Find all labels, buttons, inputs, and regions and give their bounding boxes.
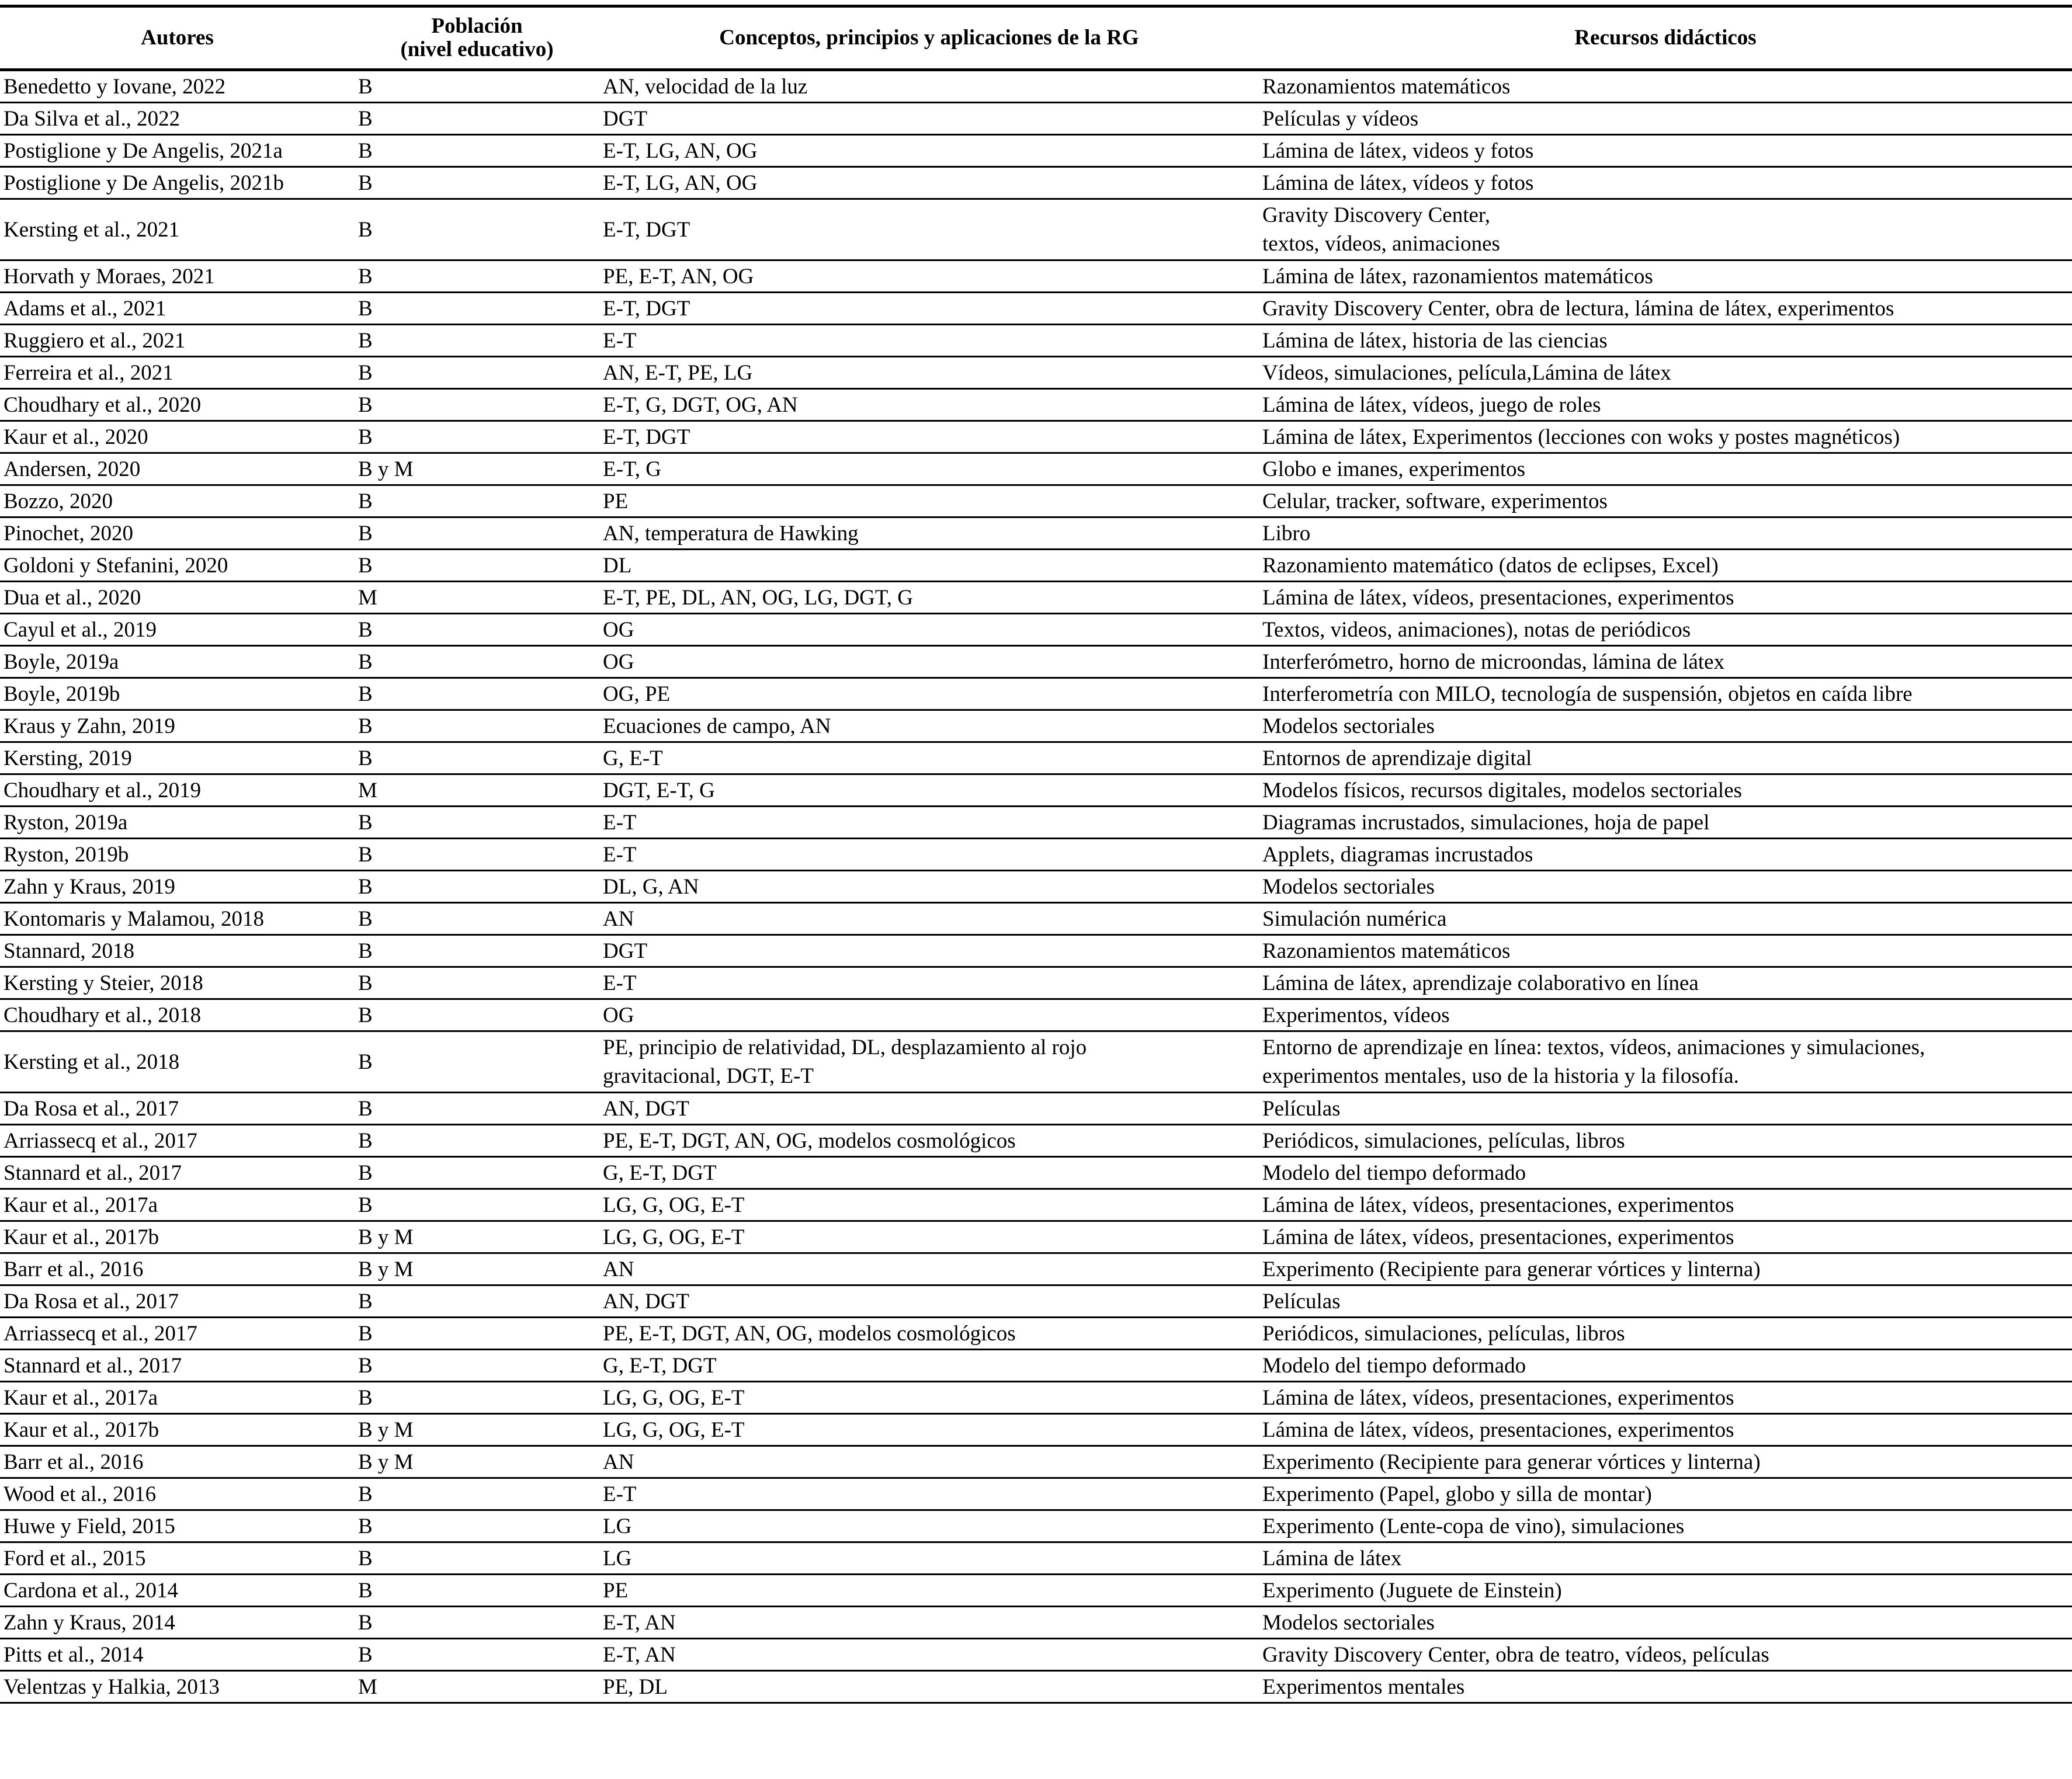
cell-poblacion: B <box>355 903 599 935</box>
cell-poblacion: B <box>355 517 599 550</box>
cell-autores: Pitts et al., 2014 <box>0 1639 355 1671</box>
cell-recursos: Experimento (Recipiente para generar vórtices y linterna) <box>1259 1253 2072 1285</box>
table-row <box>0 871 2072 903</box>
cell-poblacion: B <box>355 1607 599 1639</box>
table-row <box>0 903 2072 935</box>
cell-autores: Postiglione y De Angelis, 2021a <box>0 135 355 167</box>
table-row <box>0 485 2072 517</box>
cell-autores: Postiglione y De Angelis, 2021b <box>0 167 355 199</box>
cell-autores: Adams et al., 2021 <box>0 293 355 325</box>
header-conceptos: Conceptos, principios y aplicaciones de la RG <box>599 6 1259 70</box>
cell-autores: Ryston, 2019a <box>0 807 355 839</box>
cell-recursos: Simulación numérica <box>1259 903 2072 935</box>
cell-conceptos: E-T, PE, DL, AN, OG, LG, DGT, G <box>599 582 1259 614</box>
cell-autores: Ferreira et al., 2021 <box>0 357 355 389</box>
cell-conceptos: LG <box>599 1510 1259 1542</box>
cell-poblacion: B <box>355 1318 599 1350</box>
cell-poblacion: B <box>355 70 599 103</box>
table-row <box>0 967 2072 999</box>
cell-poblacion: M <box>355 1671 599 1703</box>
cell-recursos: Modelos sectoriales <box>1259 710 2072 742</box>
cell-recursos: Modelos sectoriales <box>1259 871 2072 903</box>
header-autores: Autores <box>0 6 355 70</box>
cell-autores: Zahn y Kraus, 2014 <box>0 1607 355 1639</box>
cell-conceptos: E-T <box>599 967 1259 999</box>
cell-recursos: Experimentos mentales <box>1259 1671 2072 1703</box>
cell-autores: Choudhary et al., 2019 <box>0 774 355 807</box>
cell-poblacion: B <box>355 485 599 517</box>
cell-recursos: Experimentos, vídeos <box>1259 999 2072 1031</box>
table-row <box>0 260 2072 293</box>
cell-autores: Goldoni y Stefanini, 2020 <box>0 550 355 582</box>
cell-recursos: Periódicos, simulaciones, películas, libros <box>1259 1318 2072 1350</box>
cell-poblacion: B <box>355 1157 599 1189</box>
cell-poblacion: B <box>355 935 599 967</box>
cell-recursos: Experimento (Lente-copa de vino), simulaciones <box>1259 1510 2072 1542</box>
cell-conceptos: E-T, DGT <box>599 421 1259 453</box>
cell-poblacion: B <box>355 614 599 646</box>
table-row <box>0 1350 2072 1382</box>
table-row <box>0 1382 2072 1414</box>
cell-poblacion: B <box>355 421 599 453</box>
cell-autores: Andersen, 2020 <box>0 453 355 485</box>
cell-poblacion: B <box>355 1350 599 1382</box>
cell-conceptos: DGT <box>599 935 1259 967</box>
cell-conceptos: E-T, LG, AN, OG <box>599 135 1259 167</box>
table-row <box>0 774 2072 807</box>
cell-recursos: Razonamientos matemáticos <box>1259 70 2072 103</box>
cell-autores: Wood et al., 2016 <box>0 1478 355 1510</box>
cell-recursos: Lámina de látex, vídeos, presentaciones, experimentos <box>1259 1414 2072 1446</box>
table-row <box>0 1285 2072 1318</box>
cell-autores: Boyle, 2019b <box>0 678 355 710</box>
table-row <box>0 1478 2072 1510</box>
table-row <box>0 293 2072 325</box>
cell-conceptos: PE <box>599 485 1259 517</box>
cell-conceptos: OG <box>599 614 1259 646</box>
cell-conceptos: LG, G, OG, E-T <box>599 1382 1259 1414</box>
table-row <box>0 167 2072 199</box>
cell-poblacion: B <box>355 742 599 774</box>
cell-conceptos: OG, PE <box>599 678 1259 710</box>
cell-poblacion: M <box>355 582 599 614</box>
literature-table <box>0 5 2072 1704</box>
table-row <box>0 582 2072 614</box>
cell-conceptos: G, E-T <box>599 742 1259 774</box>
cell-autores: Choudhary et al., 2020 <box>0 389 355 421</box>
cell-conceptos: E-T <box>599 839 1259 871</box>
table-row <box>0 1414 2072 1446</box>
table-row <box>0 935 2072 967</box>
cell-poblacion: B <box>355 293 599 325</box>
header-recursos: Recursos didácticos <box>1259 6 2072 70</box>
cell-recursos: Lámina de látex, historia de las ciencias <box>1259 325 2072 357</box>
table-row <box>0 1318 2072 1350</box>
cell-conceptos: E-T, DGT <box>599 293 1259 325</box>
cell-conceptos: E-T <box>599 1478 1259 1510</box>
cell-conceptos: AN <box>599 903 1259 935</box>
cell-autores: Cardona et al., 2014 <box>0 1575 355 1607</box>
cell-conceptos: LG, G, OG, E-T <box>599 1414 1259 1446</box>
cell-autores: Barr et al., 2016 <box>0 1446 355 1478</box>
cell-conceptos: DL, G, AN <box>599 871 1259 903</box>
cell-autores: Barr et al., 2016 <box>0 1253 355 1285</box>
cell-autores: Cayul et al., 2019 <box>0 614 355 646</box>
table-row <box>0 421 2072 453</box>
cell-poblacion: B <box>355 1189 599 1221</box>
cell-poblacion: B <box>355 646 599 678</box>
cell-poblacion: B y M <box>355 1414 599 1446</box>
cell-recursos: Razonamiento matemático (datos de eclipses, Excel) <box>1259 550 2072 582</box>
cell-conceptos: E-T, G, DGT, OG, AN <box>599 389 1259 421</box>
table-row <box>0 517 2072 550</box>
cell-conceptos: AN, E-T, PE, LG <box>599 357 1259 389</box>
cell-recursos: Lámina de látex, videos y fotos <box>1259 135 2072 167</box>
cell-recursos: Experimento (Juguete de Einstein) <box>1259 1575 2072 1607</box>
table-row <box>0 1157 2072 1189</box>
cell-conceptos: AN, temperatura de Hawking <box>599 517 1259 550</box>
cell-poblacion: B <box>355 550 599 582</box>
cell-autores: Boyle, 2019a <box>0 646 355 678</box>
cell-poblacion: B <box>355 1093 599 1125</box>
table-row <box>0 1125 2072 1157</box>
cell-recursos: Entorno de aprendizaje en línea: textos, vídeos, animaciones y simulaciones, experimentos mentales, uso de la historia y la filosofía. <box>1259 1031 2072 1093</box>
cell-autores: Ryston, 2019b <box>0 839 355 871</box>
cell-autores: Kaur et al., 2017b <box>0 1414 355 1446</box>
cell-poblacion: B <box>355 1575 599 1607</box>
cell-poblacion: B <box>355 871 599 903</box>
cell-autores: Kersting et al., 2018 <box>0 1031 355 1093</box>
table-row <box>0 1253 2072 1285</box>
table-row <box>0 199 2072 260</box>
cell-conceptos: PE, principio de relatividad, DL, desplazamiento al rojo gravitacional, DGT, E-T <box>599 1031 1259 1093</box>
cell-conceptos: Ecuaciones de campo, AN <box>599 710 1259 742</box>
cell-poblacion: B y M <box>355 1253 599 1285</box>
table-row <box>0 1639 2072 1671</box>
table-row <box>0 710 2072 742</box>
cell-autores: Kaur et al., 2017a <box>0 1189 355 1221</box>
cell-conceptos: LG, G, OG, E-T <box>599 1221 1259 1253</box>
table-row <box>0 389 2072 421</box>
cell-recursos: Modelo del tiempo deformado <box>1259 1350 2072 1382</box>
cell-conceptos: G, E-T, DGT <box>599 1157 1259 1189</box>
cell-conceptos: PE, E-T, AN, OG <box>599 260 1259 293</box>
cell-conceptos: E-T <box>599 807 1259 839</box>
cell-autores: Kaur et al., 2020 <box>0 421 355 453</box>
cell-recursos: Entornos de aprendizaje digital <box>1259 742 2072 774</box>
cell-poblacion: B <box>355 1510 599 1542</box>
cell-poblacion: B <box>355 967 599 999</box>
table-row <box>0 614 2072 646</box>
table-row <box>0 1031 2072 1093</box>
cell-autores: Ford et al., 2015 <box>0 1542 355 1575</box>
table-row <box>0 678 2072 710</box>
cell-autores: Pinochet, 2020 <box>0 517 355 550</box>
cell-conceptos: E-T <box>599 325 1259 357</box>
cell-recursos: Modelos sectoriales <box>1259 1607 2072 1639</box>
cell-conceptos: DGT, E-T, G <box>599 774 1259 807</box>
cell-conceptos: PE, E-T, DGT, AN, OG, modelos cosmológicos <box>599 1125 1259 1157</box>
cell-autores: Arriassecq et al., 2017 <box>0 1125 355 1157</box>
cell-recursos: Razonamientos matemáticos <box>1259 935 2072 967</box>
cell-poblacion: B <box>355 167 599 199</box>
cell-conceptos: AN, DGT <box>599 1285 1259 1318</box>
cell-autores: Velentzas y Halkia, 2013 <box>0 1671 355 1703</box>
cell-poblacion: B <box>355 999 599 1031</box>
table-row <box>0 70 2072 103</box>
cell-autores: Bozzo, 2020 <box>0 485 355 517</box>
table-row <box>0 1575 2072 1607</box>
cell-poblacion: B <box>355 325 599 357</box>
cell-conceptos: PE, DL <box>599 1671 1259 1703</box>
cell-recursos: Periódicos, simulaciones, películas, libros <box>1259 1125 2072 1157</box>
cell-conceptos: LG <box>599 1542 1259 1575</box>
cell-poblacion: B <box>355 1285 599 1318</box>
table-row <box>0 742 2072 774</box>
cell-recursos: Vídeos, simulaciones, película,Lámina de látex <box>1259 357 2072 389</box>
cell-poblacion: B <box>355 1639 599 1671</box>
cell-recursos: Películas <box>1259 1285 2072 1318</box>
table-row <box>0 1221 2072 1253</box>
cell-conceptos: DL <box>599 550 1259 582</box>
cell-autores: Horvath y Moraes, 2021 <box>0 260 355 293</box>
cell-autores: Stannard, 2018 <box>0 935 355 967</box>
cell-autores: Arriassecq et al., 2017 <box>0 1318 355 1350</box>
table-row <box>0 103 2072 135</box>
cell-poblacion: B <box>355 389 599 421</box>
table-row <box>0 135 2072 167</box>
cell-recursos: Modelo del tiempo deformado <box>1259 1157 2072 1189</box>
cell-recursos: Gravity Discovery Center, obra de teatro, vídeos, películas <box>1259 1639 2072 1671</box>
cell-poblacion: B <box>355 199 599 260</box>
table-row <box>0 839 2072 871</box>
cell-autores: Kaur et al., 2017a <box>0 1382 355 1414</box>
cell-recursos: Lámina de látex, vídeos, presentaciones, experimentos <box>1259 582 2072 614</box>
cell-conceptos: G, E-T, DGT <box>599 1350 1259 1382</box>
cell-recursos: Lámina de látex, vídeos, presentaciones, experimentos <box>1259 1221 2072 1253</box>
cell-autores: Kersting, 2019 <box>0 742 355 774</box>
cell-poblacion: B <box>355 357 599 389</box>
cell-autores: Benedetto y Iovane, 2022 <box>0 70 355 103</box>
cell-recursos: Globo e imanes, experimentos <box>1259 453 2072 485</box>
table-row <box>0 453 2072 485</box>
cell-conceptos: AN, velocidad de la luz <box>599 70 1259 103</box>
cell-conceptos: AN <box>599 1253 1259 1285</box>
cell-recursos: Interferometría con MILO, tecnología de suspensión, objetos en caída libre <box>1259 678 2072 710</box>
cell-autores: Ruggiero et al., 2021 <box>0 325 355 357</box>
cell-poblacion: B <box>355 1031 599 1093</box>
cell-autores: Dua et al., 2020 <box>0 582 355 614</box>
cell-poblacion: B <box>355 678 599 710</box>
cell-recursos: Películas y vídeos <box>1259 103 2072 135</box>
cell-conceptos: AN <box>599 1446 1259 1478</box>
table-row <box>0 325 2072 357</box>
cell-autores: Kersting y Steier, 2018 <box>0 967 355 999</box>
table-row <box>0 1542 2072 1575</box>
table-row <box>0 550 2072 582</box>
cell-conceptos: E-T, G <box>599 453 1259 485</box>
cell-conceptos: DGT <box>599 103 1259 135</box>
cell-poblacion: B <box>355 710 599 742</box>
cell-conceptos: AN, DGT <box>599 1093 1259 1125</box>
cell-recursos: Gravity Discovery Center, obra de lectura, lámina de látex, experimentos <box>1259 293 2072 325</box>
cell-conceptos: PE <box>599 1575 1259 1607</box>
cell-autores: Choudhary et al., 2018 <box>0 999 355 1031</box>
cell-recursos: Experimento (Recipiente para generar vórtices y linterna) <box>1259 1446 2072 1478</box>
cell-recursos: Lámina de látex, Experimentos (lecciones con woks y postes magnéticos) <box>1259 421 2072 453</box>
cell-autores: Kersting et al., 2021 <box>0 199 355 260</box>
cell-autores: Stannard et al., 2017 <box>0 1350 355 1382</box>
cell-autores: Zahn y Kraus, 2019 <box>0 871 355 903</box>
cell-conceptos: E-T, AN <box>599 1639 1259 1671</box>
cell-recursos: Lámina de látex, vídeos, presentaciones, experimentos <box>1259 1189 2072 1221</box>
table-row <box>0 357 2072 389</box>
cell-recursos: Applets, diagramas incrustados <box>1259 839 2072 871</box>
cell-conceptos: E-T, DGT <box>599 199 1259 260</box>
cell-poblacion: B <box>355 839 599 871</box>
cell-poblacion: B y M <box>355 1221 599 1253</box>
cell-conceptos: PE, E-T, DGT, AN, OG, modelos cosmológicos <box>599 1318 1259 1350</box>
cell-recursos: Películas <box>1259 1093 2072 1125</box>
cell-poblacion: B y M <box>355 453 599 485</box>
table-row <box>0 1189 2072 1221</box>
cell-autores: Huwe y Field, 2015 <box>0 1510 355 1542</box>
cell-autores: Stannard et al., 2017 <box>0 1157 355 1189</box>
cell-poblacion: B y M <box>355 1446 599 1478</box>
cell-autores: Da Rosa et al., 2017 <box>0 1093 355 1125</box>
table-row <box>0 1446 2072 1478</box>
cell-poblacion: B <box>355 135 599 167</box>
cell-recursos: Experimento (Papel, globo y silla de montar) <box>1259 1478 2072 1510</box>
cell-poblacion: B <box>355 1382 599 1414</box>
table-row <box>0 1671 2072 1703</box>
table-row <box>0 1093 2072 1125</box>
cell-autores: Kaur et al., 2017b <box>0 1221 355 1253</box>
cell-recursos: Lámina de látex, vídeos, presentaciones, experimentos <box>1259 1382 2072 1414</box>
cell-poblacion: B <box>355 1478 599 1510</box>
cell-autores: Da Silva et al., 2022 <box>0 103 355 135</box>
cell-autores: Da Rosa et al., 2017 <box>0 1285 355 1318</box>
cell-recursos: Celular, tracker, software, experimentos <box>1259 485 2072 517</box>
table-row <box>0 999 2072 1031</box>
cell-recursos: Interferómetro, horno de microondas, lámina de látex <box>1259 646 2072 678</box>
cell-conceptos: LG, G, OG, E-T <box>599 1189 1259 1221</box>
cell-recursos: Lámina de látex, vídeos y fotos <box>1259 167 2072 199</box>
table-row <box>0 1607 2072 1639</box>
cell-recursos: Lámina de látex, vídeos, juego de roles <box>1259 389 2072 421</box>
cell-autores: Kraus y Zahn, 2019 <box>0 710 355 742</box>
cell-recursos: Lámina de látex, razonamientos matemáticos <box>1259 260 2072 293</box>
cell-poblacion: B <box>355 807 599 839</box>
cell-poblacion: B <box>355 260 599 293</box>
cell-autores: Kontomaris y Malamou, 2018 <box>0 903 355 935</box>
table-body <box>0 70 2072 1703</box>
cell-poblacion: B <box>355 103 599 135</box>
cell-conceptos: E-T, AN <box>599 1607 1259 1639</box>
table-header <box>0 6 2072 70</box>
cell-poblacion: M <box>355 774 599 807</box>
cell-recursos: Gravity Discovery Center, textos, vídeos, animaciones <box>1259 199 2072 260</box>
cell-recursos: Textos, videos, animaciones), notas de periódicos <box>1259 614 2072 646</box>
header-poblacion: Población (nivel educativo) <box>355 6 599 70</box>
cell-conceptos: E-T, LG, AN, OG <box>599 167 1259 199</box>
cell-recursos: Modelos físicos, recursos digitales, modelos sectoriales <box>1259 774 2072 807</box>
cell-recursos: Lámina de látex <box>1259 1542 2072 1575</box>
cell-conceptos: OG <box>599 646 1259 678</box>
cell-recursos: Diagramas incrustados, simulaciones, hoja de papel <box>1259 807 2072 839</box>
table-row <box>0 807 2072 839</box>
cell-poblacion: B <box>355 1542 599 1575</box>
cell-poblacion: B <box>355 1125 599 1157</box>
cell-recursos: Lámina de látex, aprendizaje colaborativo en línea <box>1259 967 2072 999</box>
cell-conceptos: OG <box>599 999 1259 1031</box>
table-row <box>0 1510 2072 1542</box>
table-row <box>0 646 2072 678</box>
cell-recursos: Libro <box>1259 517 2072 550</box>
